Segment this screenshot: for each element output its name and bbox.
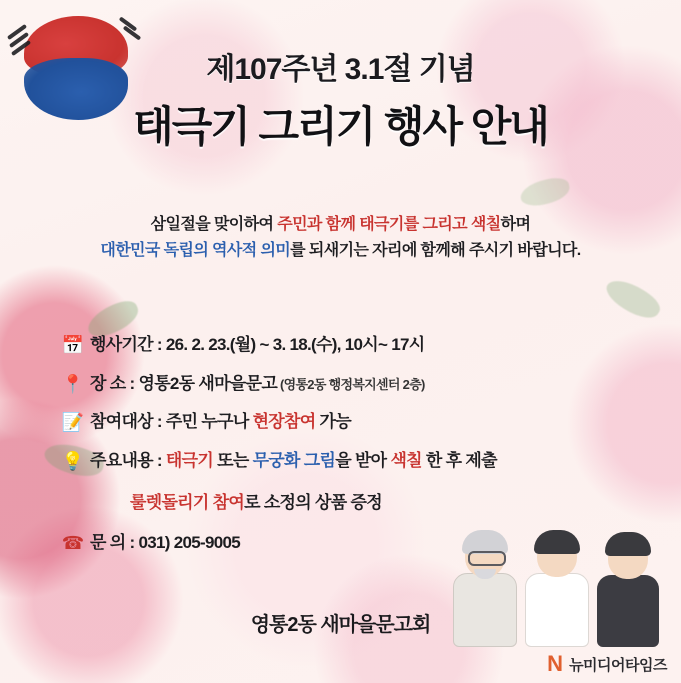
info-row-participants-value-c: 가능 <box>315 412 351 432</box>
poster-title-line2: 태극기 그리기 행사 안내 <box>133 103 548 150</box>
info-row-location-value: 영통2동 새마을문고 <box>138 373 278 393</box>
location-pin-icon: 📍 <box>61 373 85 394</box>
info-row-participants <box>56 410 641 435</box>
info-row-content-sub <box>56 488 641 513</box>
info-row-content-highlight-c: 색칠 <box>390 450 422 470</box>
lightbulb-icon: 💡 <box>61 450 85 471</box>
character-woman-head <box>537 535 577 577</box>
lead-line-2 <box>0 238 681 264</box>
lead-line1-part-c: 하며 <box>500 216 531 233</box>
info-row-content-text <box>90 449 497 474</box>
info-row-content-sub-highlight: 룰렛돌리기 참여 <box>130 492 245 512</box>
lead-line1-part-a: 삼일절을 맞이하여 <box>150 216 278 233</box>
info-row-location-note: (영통2동 행정복지센터 2층) <box>277 376 425 392</box>
leaf-decoration <box>518 175 572 209</box>
info-row-contact-text <box>90 531 240 556</box>
poster-title-line1: 제107주년 3.1절 기념 <box>206 53 475 86</box>
logo-mark-icon: N <box>547 651 564 676</box>
info-row-contact-value: 031) 205-9005 <box>138 532 240 552</box>
character-man-hair <box>605 532 651 556</box>
info-row-period-value: 26. 2. 23.(월) ~ 3. 18.(수), 10시~ 17시 <box>165 335 425 354</box>
lead-paragraph <box>0 212 681 265</box>
lead-line2-part-b: 를 되새기는 자리에 함께해 주시기 바랍니다. <box>290 242 581 260</box>
character-man-head <box>608 537 648 579</box>
info-row-content-sub-rest: 로 소정의 상품 증정 <box>244 492 382 512</box>
watermark-text: 뉴미디어타임즈 <box>569 656 667 674</box>
calendar-icon: 📅 <box>61 335 85 355</box>
info-row-participants-text <box>90 410 351 435</box>
info-row-content-value-b: 또는 <box>213 450 253 470</box>
info-row-contact-label: 문 의 : <box>90 532 139 552</box>
glasses-icon <box>468 551 506 566</box>
info-row-period-text <box>90 333 424 358</box>
character-woman-hair <box>534 530 580 554</box>
telephone-icon: ☎ <box>61 532 85 553</box>
leaf-decoration <box>602 273 665 326</box>
info-row-content-value-d: 을 받아 <box>335 450 391 470</box>
info-row-content-highlight-b: 무궁화 그림 <box>252 450 336 470</box>
organizer-name: 영통2동 새마을문고회 <box>250 614 431 636</box>
info-row-content-label: 주요내용 : <box>90 450 166 470</box>
poster-title-block <box>0 44 681 154</box>
lead-line1-highlight: 주민과 함께 태극기를 그리고 색칠 <box>277 216 501 233</box>
info-row-location <box>56 372 641 397</box>
info-row-participants-value-a: 주민 누구나 <box>165 412 253 432</box>
info-row-participants-label: 참여대상 : <box>90 412 166 432</box>
watermark-logo <box>547 653 667 675</box>
info-row-participants-highlight: 현장참여 <box>252 412 316 432</box>
lead-line-1 <box>0 212 681 238</box>
lead-line2-highlight: 대한민국 독립의 역사적 의미 <box>100 242 291 260</box>
info-row-content <box>56 449 641 474</box>
info-row-location-text <box>90 372 425 397</box>
info-row-period-label: 행사기간 : <box>90 335 166 354</box>
character-elder-head <box>465 535 505 577</box>
info-row-content-value-f: 한 후 제출 <box>421 450 497 470</box>
info-row-period <box>56 333 641 358</box>
info-row-content-highlight-a: 태극기 <box>165 450 214 470</box>
info-row-location-label: 장 소 : <box>90 373 139 393</box>
checklist-icon: 📝 <box>61 412 85 433</box>
